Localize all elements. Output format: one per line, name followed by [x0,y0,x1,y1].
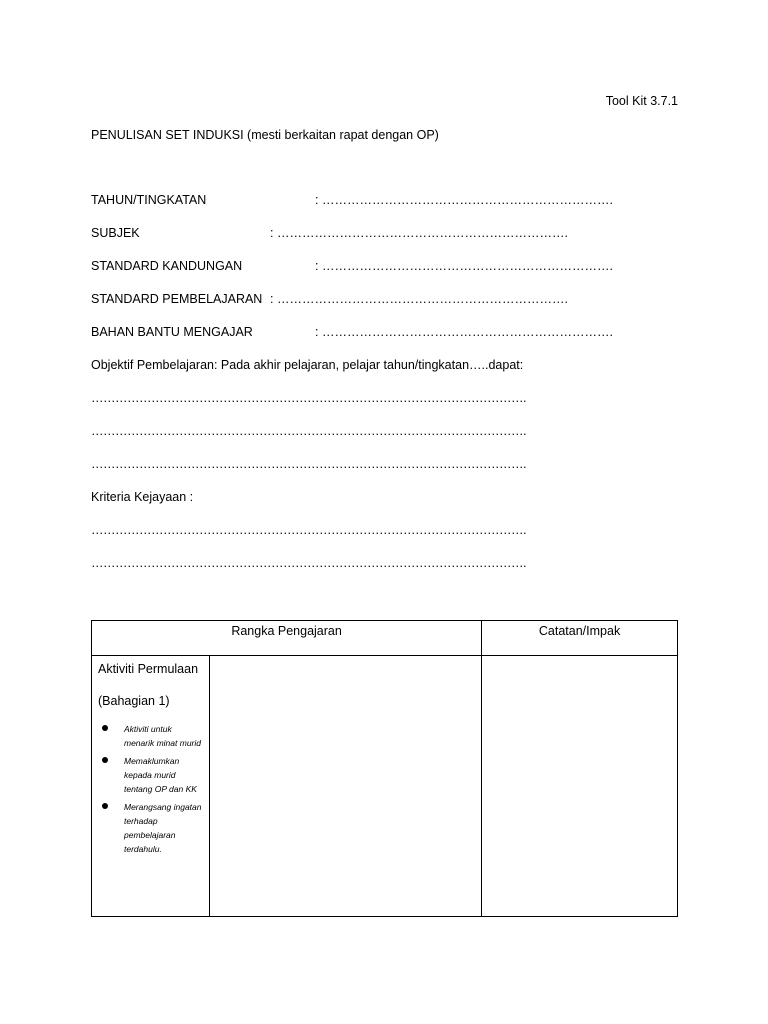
catatan-content-cell[interactable] [482,656,678,917]
field-label: SUBJEK [91,226,140,240]
field-value[interactable]: : ……………………………………………………………. [270,292,568,306]
form-title: PENULISAN SET INDUKSI (mesti berkaitan rapat dengan OP) [91,128,439,142]
bullet-icon [102,803,108,809]
list-item: Aktiviti untuk menarik minat murid [92,722,204,750]
activity-subtitle: (Bahagian 1) [98,694,170,708]
objective-line[interactable]: ………………………………………………………………………………………………. [91,424,526,438]
list-item: Merangsang ingatan terhadap pembelajaran terdahulu. [92,800,204,856]
lesson-plan-table [91,620,678,917]
objective-heading: Objektif Pembelajaran: Pada akhir pelajaran, pelajar tahun/tingkatan…..dapat: [91,358,524,372]
bullet-icon [102,757,108,763]
criteria-heading: Kriteria Kejayaan : [91,490,194,504]
toolkit-label: Tool Kit 3.7.1 [605,94,678,108]
field-label: TAHUN/TINGKATAN [91,193,207,207]
field-value[interactable]: : ……………………………………………………………. [270,226,568,240]
bullet-icon [102,725,108,731]
header-catatan-impak: Catatan/Impak [482,621,678,656]
field-label: BAHAN BANTU MENGAJAR [91,325,253,339]
field-value[interactable]: : ……………………………………………………………. [315,325,613,339]
criteria-line[interactable]: ………………………………………………………………………………………………. [91,523,526,537]
list-item: Memaklumkan kepada murid tentang OP dan KK [92,754,204,796]
activity-bullets [92,722,209,856]
activity-cell [92,656,210,917]
rangka-content-cell[interactable] [209,656,481,917]
activity-title: Aktiviti Permulaan [98,662,199,676]
objective-line[interactable]: ………………………………………………………………………………………………. [91,457,526,471]
table-row [92,656,678,917]
field-label: STANDARD PEMBELAJARAN [91,292,263,306]
field-value[interactable]: : ……………………………………………………………. [315,193,613,207]
criteria-line[interactable]: ………………………………………………………………………………………………. [91,556,526,570]
field-label: STANDARD KANDUNGAN [91,259,243,273]
objective-line[interactable]: ………………………………………………………………………………………………. [91,391,526,405]
field-value[interactable]: : ……………………………………………………………. [315,259,613,273]
header-rangka-pengajaran: Rangka Pengajaran [92,621,482,656]
